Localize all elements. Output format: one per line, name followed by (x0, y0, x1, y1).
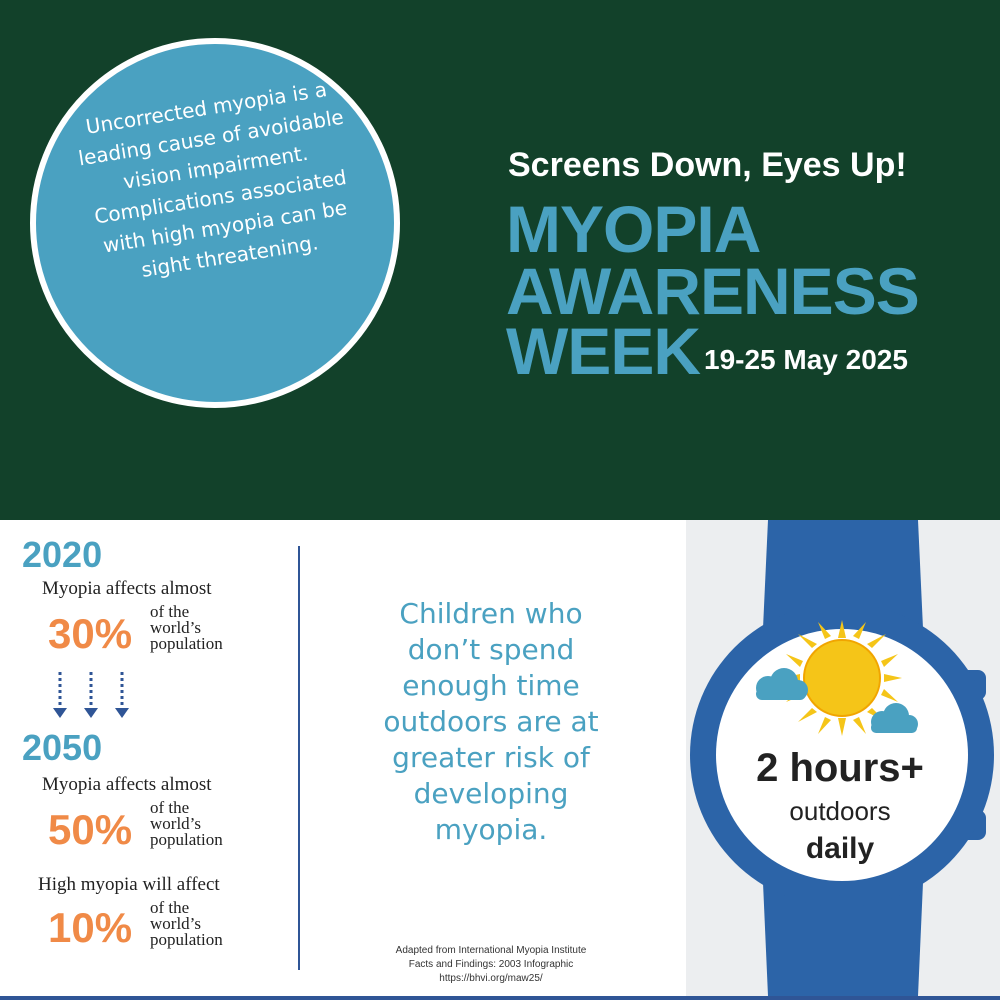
stat3-suffix-line: of the (150, 898, 190, 917)
year-2050: 2050 (22, 727, 103, 768)
stat2-suffix (150, 800, 223, 848)
stat1-suffix-line: of the (150, 602, 190, 621)
watch-outdoors: outdoors (789, 796, 891, 826)
stat3-percent: 10% (48, 904, 133, 951)
stat1-suffix (150, 604, 223, 652)
year-2020: 2020 (22, 534, 103, 575)
stat3-suffix-line: world’s (150, 914, 201, 933)
stat1-suffix-line: world’s (150, 618, 201, 637)
stat2-suffix-line: of the (150, 798, 190, 817)
stat2-percent: 50% (48, 806, 133, 853)
stat1-label: Myopia affects almost (42, 578, 212, 599)
watch-daily: daily (805, 832, 875, 865)
source-citation (360, 944, 622, 986)
outdoor-message: Children who don’t spend enough time outdoors are at greater risk of developing myopia. (383, 597, 599, 846)
watch-hours: 2 hours+ (756, 746, 924, 790)
source-link[interactable]: https://bhvi.org/maw25/ (439, 973, 543, 984)
title-line-2: AWARENESS (506, 254, 919, 328)
stat2-suffix-line: population (150, 830, 223, 849)
title-line-3: WEEK (506, 314, 700, 388)
down-arrows-icon (50, 670, 140, 722)
divider-line (298, 546, 300, 970)
circle-text: Uncorrected myopia is a leading cause of avoidable vision impairment. Complications associated with high myopia can be sight threatening. (76, 77, 349, 282)
bottom-border (0, 996, 1000, 1000)
title-line-1: MYOPIA (506, 192, 761, 266)
stat3-suffix-line: population (150, 930, 223, 949)
source-line: Facts and Findings: 2003 Infographic (408, 959, 574, 970)
source-line: Adapted from International Myopia Institute (395, 945, 587, 956)
tagline: Screens Down, Eyes Up! (508, 146, 907, 184)
stat2-label: Myopia affects almost (42, 774, 212, 795)
stat3-suffix (150, 900, 223, 948)
stat3-label: High myopia will affect (38, 874, 220, 895)
stat1-percent: 30% (48, 610, 133, 657)
stat1-suffix-line: population (150, 634, 223, 653)
event-dates: 19-25 May 2025 (704, 344, 908, 375)
stat2-suffix-line: world’s (150, 814, 201, 833)
